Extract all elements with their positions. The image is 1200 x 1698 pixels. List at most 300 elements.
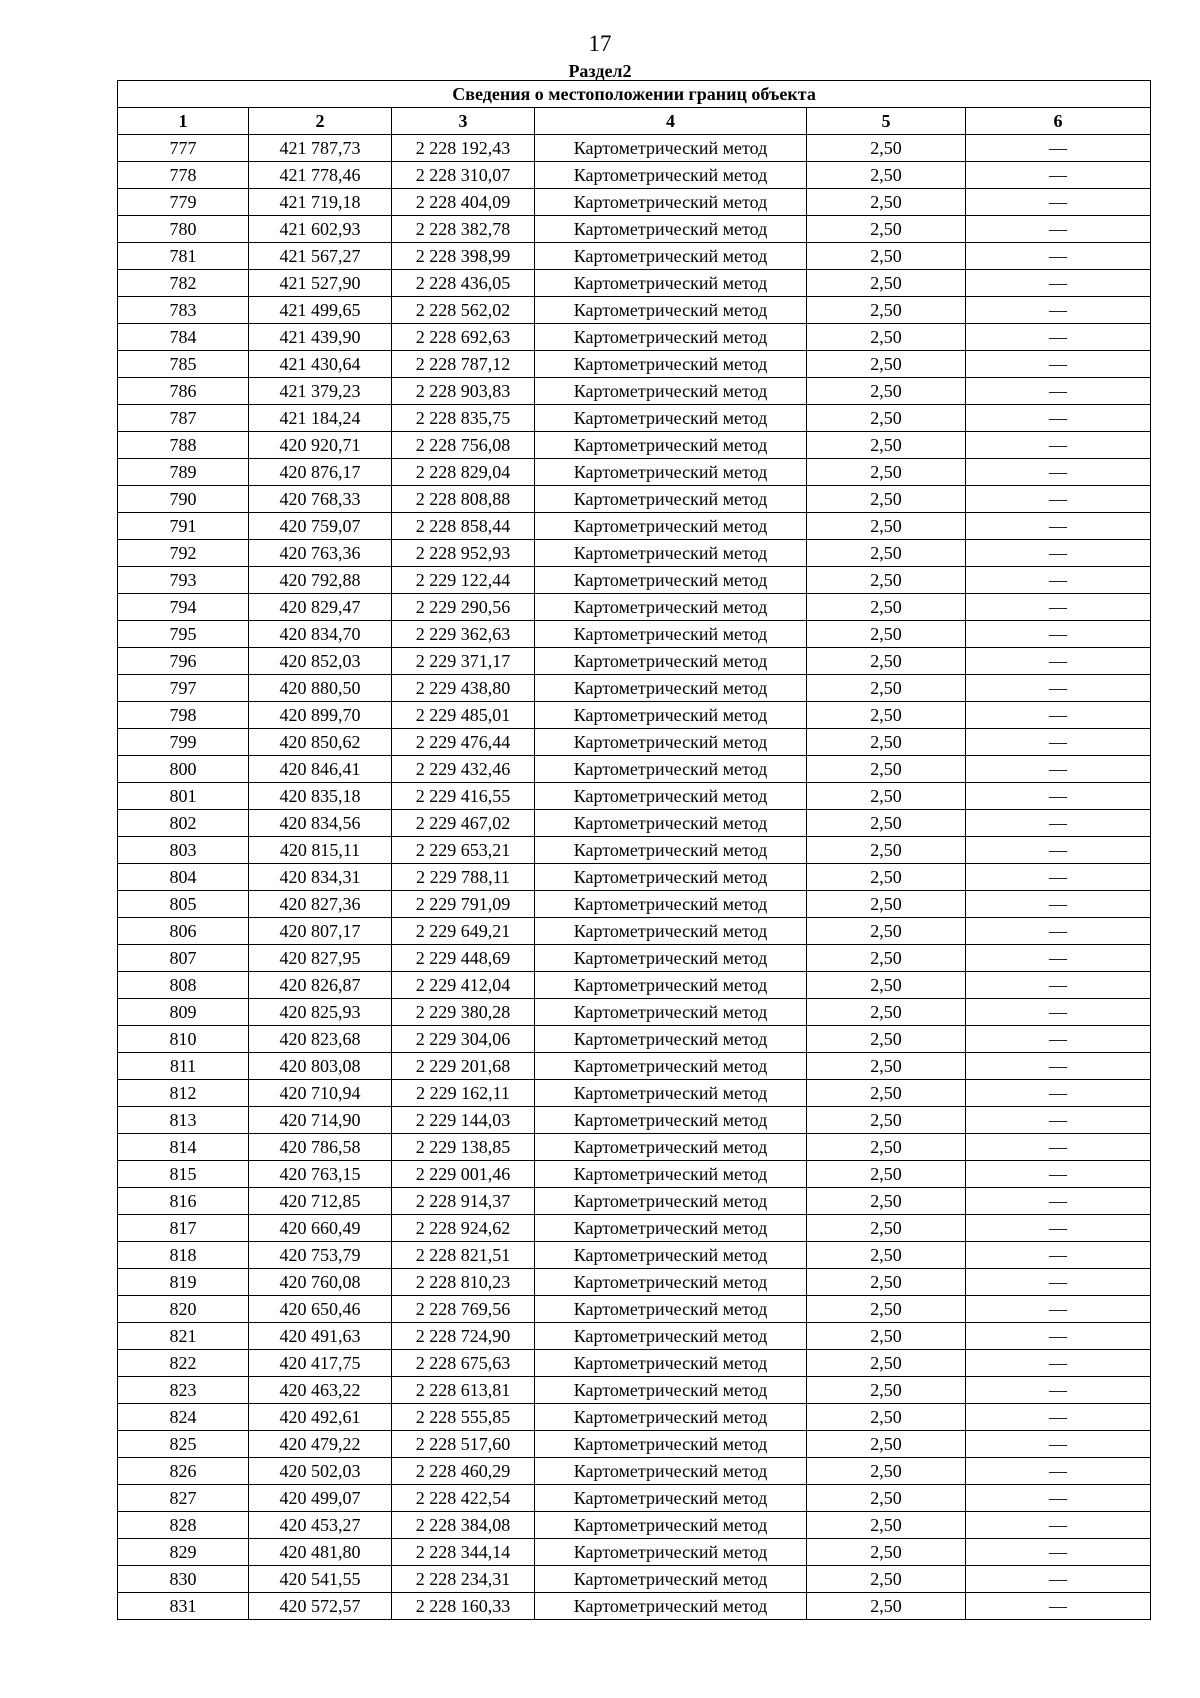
y-coordinate-cell: 2 228 460,29 (392, 1458, 535, 1485)
method-cell: Картометрический метод (535, 756, 807, 783)
y-coordinate-cell: 2 228 234,31 (392, 1566, 535, 1593)
description-cell: — (966, 297, 1151, 324)
point-number-cell: 806 (118, 918, 249, 945)
method-cell: Картометрический метод (535, 621, 807, 648)
point-number-cell: 809 (118, 999, 249, 1026)
accuracy-cell: 2,50 (807, 513, 966, 540)
x-coordinate-cell: 420 852,03 (249, 648, 392, 675)
accuracy-cell: 2,50 (807, 702, 966, 729)
method-cell: Картометрический метод (535, 486, 807, 513)
description-cell: — (966, 1485, 1151, 1512)
x-coordinate-cell: 420 835,18 (249, 783, 392, 810)
description-cell: — (966, 351, 1151, 378)
accuracy-cell: 2,50 (807, 1377, 966, 1404)
y-coordinate-cell: 2 228 192,43 (392, 135, 535, 162)
x-coordinate-cell: 420 876,17 (249, 459, 392, 486)
y-coordinate-cell: 2 229 438,80 (392, 675, 535, 702)
table-row (118, 918, 1151, 945)
description-cell: — (966, 972, 1151, 999)
table-row (118, 621, 1151, 648)
method-cell: Картометрический метод (535, 1458, 807, 1485)
table-row (118, 864, 1151, 891)
description-cell: — (966, 999, 1151, 1026)
accuracy-cell: 2,50 (807, 1107, 966, 1134)
x-coordinate-cell: 420 827,95 (249, 945, 392, 972)
column-header: 3 (392, 108, 535, 135)
y-coordinate-cell: 2 229 416,55 (392, 783, 535, 810)
method-cell: Картометрический метод (535, 162, 807, 189)
accuracy-cell: 2,50 (807, 1566, 966, 1593)
method-cell: Картометрический метод (535, 1566, 807, 1593)
x-coordinate-cell: 420 826,87 (249, 972, 392, 999)
page-number: 17 (588, 31, 612, 56)
y-coordinate-cell: 2 229 467,02 (392, 810, 535, 837)
accuracy-cell: 2,50 (807, 1080, 966, 1107)
y-coordinate-cell: 2 229 304,06 (392, 1026, 535, 1053)
method-cell: Картометрический метод (535, 810, 807, 837)
x-coordinate-cell: 420 541,55 (249, 1566, 392, 1593)
table-row (118, 729, 1151, 756)
description-cell: — (966, 486, 1151, 513)
point-number-cell: 814 (118, 1134, 249, 1161)
table-row (118, 243, 1151, 270)
description-cell: — (966, 270, 1151, 297)
method-cell: Картометрический метод (535, 1161, 807, 1188)
point-number-cell: 792 (118, 540, 249, 567)
x-coordinate-cell: 420 760,08 (249, 1269, 392, 1296)
table-row (118, 972, 1151, 999)
point-number-cell: 789 (118, 459, 249, 486)
point-number-cell: 786 (118, 378, 249, 405)
accuracy-cell: 2,50 (807, 1539, 966, 1566)
x-coordinate-cell: 420 768,33 (249, 486, 392, 513)
table-row (118, 1161, 1151, 1188)
accuracy-cell: 2,50 (807, 405, 966, 432)
x-coordinate-cell: 420 712,85 (249, 1188, 392, 1215)
method-cell: Картометрический метод (535, 1188, 807, 1215)
point-number-cell: 803 (118, 837, 249, 864)
table-row (118, 486, 1151, 513)
y-coordinate-cell: 2 228 382,78 (392, 216, 535, 243)
y-coordinate-cell: 2 229 201,68 (392, 1053, 535, 1080)
accuracy-cell: 2,50 (807, 189, 966, 216)
point-number-cell: 818 (118, 1242, 249, 1269)
x-coordinate-cell: 420 660,49 (249, 1215, 392, 1242)
point-number-cell: 780 (118, 216, 249, 243)
table-row (118, 432, 1151, 459)
x-coordinate-cell: 421 567,27 (249, 243, 392, 270)
x-coordinate-cell: 420 479,22 (249, 1431, 392, 1458)
y-coordinate-cell: 2 228 384,08 (392, 1512, 535, 1539)
point-number-cell: 798 (118, 702, 249, 729)
table-row (118, 297, 1151, 324)
accuracy-cell: 2,50 (807, 918, 966, 945)
description-cell: — (966, 1431, 1151, 1458)
method-cell: Картометрический метод (535, 1107, 807, 1134)
method-cell: Картометрический метод (535, 918, 807, 945)
table-row (118, 945, 1151, 972)
description-cell: — (966, 1188, 1151, 1215)
method-cell: Картометрический метод (535, 540, 807, 567)
table-row (118, 405, 1151, 432)
point-number-cell: 785 (118, 351, 249, 378)
description-cell: — (966, 783, 1151, 810)
y-coordinate-cell: 2 229 290,56 (392, 594, 535, 621)
description-cell: — (966, 1566, 1151, 1593)
accuracy-cell: 2,50 (807, 1350, 966, 1377)
column-header: 5 (807, 108, 966, 135)
y-coordinate-cell: 2 228 903,83 (392, 378, 535, 405)
point-number-cell: 796 (118, 648, 249, 675)
description-cell: — (966, 1026, 1151, 1053)
table-row (118, 756, 1151, 783)
point-number-cell: 801 (118, 783, 249, 810)
accuracy-cell: 2,50 (807, 1026, 966, 1053)
description-cell: — (966, 1080, 1151, 1107)
y-coordinate-cell: 2 228 675,63 (392, 1350, 535, 1377)
y-coordinate-cell: 2 228 724,90 (392, 1323, 535, 1350)
x-coordinate-cell: 421 778,46 (249, 162, 392, 189)
description-cell: — (966, 1539, 1151, 1566)
x-coordinate-cell: 420 829,47 (249, 594, 392, 621)
accuracy-cell: 2,50 (807, 270, 966, 297)
table-row (118, 540, 1151, 567)
table-row (118, 513, 1151, 540)
method-cell: Картометрический метод (535, 1026, 807, 1053)
x-coordinate-cell: 420 792,88 (249, 567, 392, 594)
point-number-cell: 782 (118, 270, 249, 297)
x-coordinate-cell: 420 827,36 (249, 891, 392, 918)
description-cell: — (966, 810, 1151, 837)
description-cell: — (966, 1269, 1151, 1296)
method-cell: Картометрический метод (535, 270, 807, 297)
method-cell: Картометрический метод (535, 567, 807, 594)
description-cell: — (966, 1593, 1151, 1620)
column-header-row (118, 108, 1151, 135)
x-coordinate-cell: 420 834,31 (249, 864, 392, 891)
point-number-cell: 779 (118, 189, 249, 216)
x-coordinate-cell: 420 807,17 (249, 918, 392, 945)
point-number-cell: 817 (118, 1215, 249, 1242)
x-coordinate-cell: 420 825,93 (249, 999, 392, 1026)
method-cell: Картометрический метод (535, 324, 807, 351)
table-row (118, 1566, 1151, 1593)
method-cell: Картометрический метод (535, 648, 807, 675)
description-cell: — (966, 621, 1151, 648)
x-coordinate-cell: 420 834,70 (249, 621, 392, 648)
x-coordinate-cell: 421 379,23 (249, 378, 392, 405)
point-number-cell: 819 (118, 1269, 249, 1296)
description-cell: — (966, 378, 1151, 405)
accuracy-cell: 2,50 (807, 1593, 966, 1620)
point-number-cell: 825 (118, 1431, 249, 1458)
table-row (118, 459, 1151, 486)
x-coordinate-cell: 420 823,68 (249, 1026, 392, 1053)
table-title-row (118, 81, 1151, 108)
method-cell: Картометрический метод (535, 1485, 807, 1512)
x-coordinate-cell: 421 184,24 (249, 405, 392, 432)
description-cell: — (966, 1458, 1151, 1485)
table-row (118, 324, 1151, 351)
point-number-cell: 799 (118, 729, 249, 756)
table-row (118, 594, 1151, 621)
point-number-cell: 805 (118, 891, 249, 918)
accuracy-cell: 2,50 (807, 432, 966, 459)
method-cell: Картометрический метод (535, 1053, 807, 1080)
method-cell: Картометрический метод (535, 378, 807, 405)
method-cell: Картометрический метод (535, 945, 807, 972)
y-coordinate-cell: 2 228 829,04 (392, 459, 535, 486)
point-number-cell: 821 (118, 1323, 249, 1350)
point-number-cell: 787 (118, 405, 249, 432)
x-coordinate-cell: 421 499,65 (249, 297, 392, 324)
method-cell: Картометрический метод (535, 1296, 807, 1323)
description-cell: — (966, 324, 1151, 351)
accuracy-cell: 2,50 (807, 351, 966, 378)
y-coordinate-cell: 2 228 436,05 (392, 270, 535, 297)
y-coordinate-cell: 2 228 310,07 (392, 162, 535, 189)
table-row (118, 270, 1151, 297)
method-cell: Картометрический метод (535, 135, 807, 162)
y-coordinate-cell: 2 229 653,21 (392, 837, 535, 864)
table-row (118, 1053, 1151, 1080)
y-coordinate-cell: 2 228 562,02 (392, 297, 535, 324)
description-cell: — (966, 513, 1151, 540)
point-number-cell: 783 (118, 297, 249, 324)
x-coordinate-cell: 420 710,94 (249, 1080, 392, 1107)
method-cell: Картометрический метод (535, 891, 807, 918)
y-coordinate-cell: 2 229 788,11 (392, 864, 535, 891)
method-cell: Картометрический метод (535, 243, 807, 270)
x-coordinate-cell: 420 492,61 (249, 1404, 392, 1431)
method-cell: Картометрический метод (535, 189, 807, 216)
y-coordinate-cell: 2 228 344,14 (392, 1539, 535, 1566)
x-coordinate-cell: 420 463,22 (249, 1377, 392, 1404)
x-coordinate-cell: 420 850,62 (249, 729, 392, 756)
y-coordinate-cell: 2 229 122,44 (392, 567, 535, 594)
accuracy-cell: 2,50 (807, 378, 966, 405)
accuracy-cell: 2,50 (807, 648, 966, 675)
accuracy-cell: 2,50 (807, 621, 966, 648)
accuracy-cell: 2,50 (807, 162, 966, 189)
method-cell: Картометрический метод (535, 459, 807, 486)
description-cell: — (966, 945, 1151, 972)
section-heading: Раздел2 (568, 61, 632, 81)
table-title: Сведения о местоположении границ объекта (118, 81, 1151, 108)
table-row (118, 351, 1151, 378)
accuracy-cell: 2,50 (807, 459, 966, 486)
x-coordinate-cell: 420 803,08 (249, 1053, 392, 1080)
point-number-cell: 812 (118, 1080, 249, 1107)
accuracy-cell: 2,50 (807, 1269, 966, 1296)
table-row (118, 1026, 1151, 1053)
table-row (118, 999, 1151, 1026)
point-number-cell: 788 (118, 432, 249, 459)
accuracy-cell: 2,50 (807, 1053, 966, 1080)
y-coordinate-cell: 2 228 952,93 (392, 540, 535, 567)
x-coordinate-cell: 421 527,90 (249, 270, 392, 297)
method-cell: Картометрический метод (535, 1080, 807, 1107)
y-coordinate-cell: 2 229 649,21 (392, 918, 535, 945)
x-coordinate-cell: 420 714,90 (249, 1107, 392, 1134)
accuracy-cell: 2,50 (807, 1485, 966, 1512)
y-coordinate-cell: 2 228 422,54 (392, 1485, 535, 1512)
point-number-cell: 831 (118, 1593, 249, 1620)
method-cell: Картометрический метод (535, 297, 807, 324)
table-row (118, 1485, 1151, 1512)
description-cell: — (966, 540, 1151, 567)
point-number-cell: 829 (118, 1539, 249, 1566)
method-cell: Картометрический метод (535, 1215, 807, 1242)
point-number-cell: 822 (118, 1350, 249, 1377)
point-number-cell: 795 (118, 621, 249, 648)
description-cell: — (966, 135, 1151, 162)
y-coordinate-cell: 2 229 476,44 (392, 729, 535, 756)
table-row (118, 1269, 1151, 1296)
description-cell: — (966, 567, 1151, 594)
description-cell: — (966, 1215, 1151, 1242)
x-coordinate-cell: 420 763,15 (249, 1161, 392, 1188)
column-header: 1 (118, 108, 249, 135)
description-cell: — (966, 1242, 1151, 1269)
y-coordinate-cell: 2 229 138,85 (392, 1134, 535, 1161)
y-coordinate-cell: 2 228 787,12 (392, 351, 535, 378)
y-coordinate-cell: 2 229 485,01 (392, 702, 535, 729)
point-number-cell: 794 (118, 594, 249, 621)
accuracy-cell: 2,50 (807, 1188, 966, 1215)
x-coordinate-cell: 421 439,90 (249, 324, 392, 351)
x-coordinate-cell: 420 650,46 (249, 1296, 392, 1323)
x-coordinate-cell: 420 502,03 (249, 1458, 392, 1485)
x-coordinate-cell: 420 834,56 (249, 810, 392, 837)
accuracy-cell: 2,50 (807, 1323, 966, 1350)
table-row (118, 648, 1151, 675)
x-coordinate-cell: 421 430,64 (249, 351, 392, 378)
y-coordinate-cell: 2 228 692,63 (392, 324, 535, 351)
accuracy-cell: 2,50 (807, 1404, 966, 1431)
description-cell: — (966, 891, 1151, 918)
accuracy-cell: 2,50 (807, 999, 966, 1026)
table-row (118, 189, 1151, 216)
y-coordinate-cell: 2 229 362,63 (392, 621, 535, 648)
table-row (118, 1242, 1151, 1269)
accuracy-cell: 2,50 (807, 486, 966, 513)
accuracy-cell: 2,50 (807, 135, 966, 162)
x-coordinate-cell: 420 899,70 (249, 702, 392, 729)
accuracy-cell: 2,50 (807, 972, 966, 999)
accuracy-cell: 2,50 (807, 1242, 966, 1269)
y-coordinate-cell: 2 229 371,17 (392, 648, 535, 675)
y-coordinate-cell: 2 228 398,99 (392, 243, 535, 270)
description-cell: — (966, 1323, 1151, 1350)
x-coordinate-cell: 420 880,50 (249, 675, 392, 702)
point-number-cell: 793 (118, 567, 249, 594)
description-cell: — (966, 702, 1151, 729)
description-cell: — (966, 594, 1151, 621)
table-row (118, 162, 1151, 189)
table-row (118, 135, 1151, 162)
point-number-cell: 815 (118, 1161, 249, 1188)
description-cell: — (966, 837, 1151, 864)
x-coordinate-cell: 421 602,93 (249, 216, 392, 243)
table-row (118, 1323, 1151, 1350)
table-row (118, 702, 1151, 729)
x-coordinate-cell: 420 920,71 (249, 432, 392, 459)
point-number-cell: 826 (118, 1458, 249, 1485)
y-coordinate-cell: 2 229 162,11 (392, 1080, 535, 1107)
table-body (118, 135, 1151, 1620)
method-cell: Картометрический метод (535, 1269, 807, 1296)
description-cell: — (966, 1404, 1151, 1431)
description-cell: — (966, 1053, 1151, 1080)
description-cell: — (966, 675, 1151, 702)
description-cell: — (966, 1134, 1151, 1161)
accuracy-cell: 2,50 (807, 1512, 966, 1539)
point-number-cell: 811 (118, 1053, 249, 1080)
method-cell: Картометрический метод (535, 999, 807, 1026)
table-row (118, 1350, 1151, 1377)
method-cell: Картометрический метод (535, 972, 807, 999)
accuracy-cell: 2,50 (807, 297, 966, 324)
x-coordinate-cell: 421 719,18 (249, 189, 392, 216)
point-number-cell: 820 (118, 1296, 249, 1323)
table-row (118, 1458, 1151, 1485)
point-number-cell: 791 (118, 513, 249, 540)
table-row (118, 1080, 1151, 1107)
method-cell: Картометрический метод (535, 1404, 807, 1431)
x-coordinate-cell: 420 499,07 (249, 1485, 392, 1512)
method-cell: Картометрический метод (535, 216, 807, 243)
x-coordinate-cell: 420 753,79 (249, 1242, 392, 1269)
accuracy-cell: 2,50 (807, 756, 966, 783)
x-coordinate-cell: 420 763,36 (249, 540, 392, 567)
accuracy-cell: 2,50 (807, 891, 966, 918)
table-row (118, 1134, 1151, 1161)
x-coordinate-cell: 420 786,58 (249, 1134, 392, 1161)
x-coordinate-cell: 421 787,73 (249, 135, 392, 162)
accuracy-cell: 2,50 (807, 324, 966, 351)
table-row (118, 1188, 1151, 1215)
method-cell: Картометрический метод (535, 351, 807, 378)
description-cell: — (966, 648, 1151, 675)
method-cell: Картометрический метод (535, 783, 807, 810)
x-coordinate-cell: 420 815,11 (249, 837, 392, 864)
point-number-cell: 790 (118, 486, 249, 513)
column-header: 6 (966, 108, 1151, 135)
column-header: 4 (535, 108, 807, 135)
point-number-cell: 816 (118, 1188, 249, 1215)
method-cell: Картометрический метод (535, 432, 807, 459)
description-cell: — (966, 1296, 1151, 1323)
description-cell: — (966, 162, 1151, 189)
method-cell: Картометрический метод (535, 702, 807, 729)
accuracy-cell: 2,50 (807, 540, 966, 567)
x-coordinate-cell: 420 759,07 (249, 513, 392, 540)
y-coordinate-cell: 2 228 924,62 (392, 1215, 535, 1242)
description-cell: — (966, 1107, 1151, 1134)
point-number-cell: 777 (118, 135, 249, 162)
method-cell: Картометрический метод (535, 594, 807, 621)
point-number-cell: 828 (118, 1512, 249, 1539)
description-cell: — (966, 243, 1151, 270)
x-coordinate-cell: 420 491,63 (249, 1323, 392, 1350)
point-number-cell: 784 (118, 324, 249, 351)
accuracy-cell: 2,50 (807, 864, 966, 891)
method-cell: Картометрический метод (535, 729, 807, 756)
y-coordinate-cell: 2 229 432,46 (392, 756, 535, 783)
accuracy-cell: 2,50 (807, 1296, 966, 1323)
x-coordinate-cell: 420 846,41 (249, 756, 392, 783)
